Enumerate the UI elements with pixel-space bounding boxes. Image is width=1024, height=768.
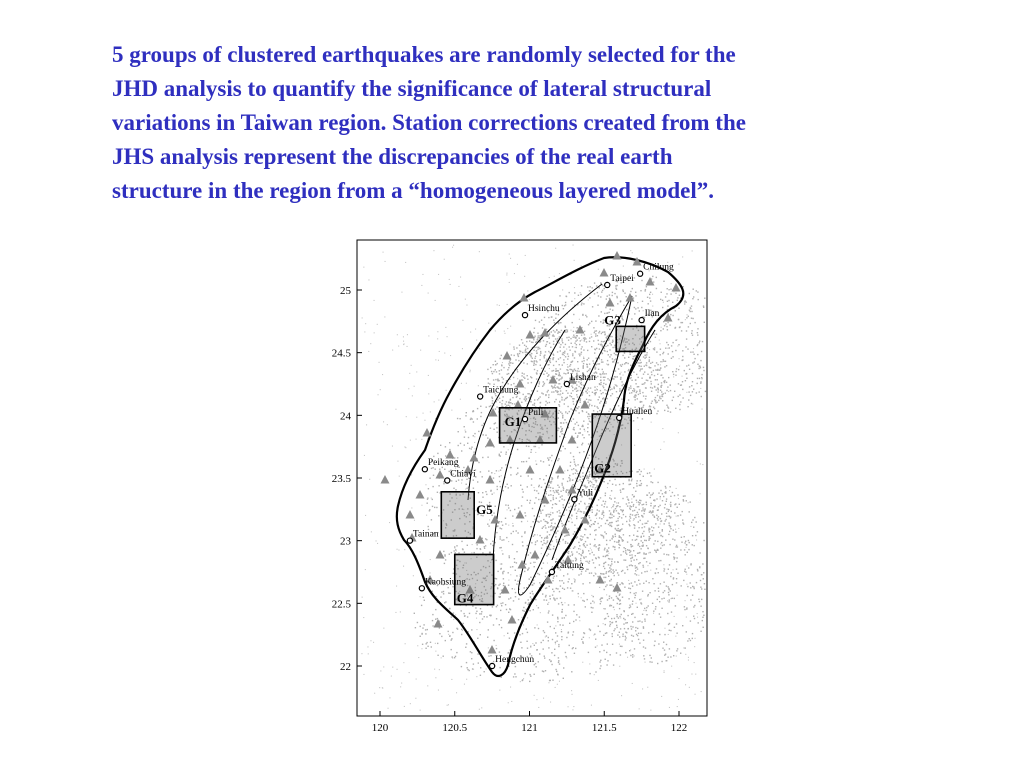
city-marker bbox=[407, 538, 412, 543]
y-tick-label: 25 bbox=[340, 285, 351, 297]
city-label: Taipei bbox=[610, 273, 634, 284]
group-label: G1 bbox=[504, 413, 522, 429]
city-label: Taitung bbox=[554, 561, 584, 571]
group-box bbox=[616, 326, 644, 351]
group-label: G3 bbox=[604, 312, 621, 328]
city-marker bbox=[639, 317, 644, 322]
caption-line: JHD analysis to quantify the significance of lateral structural bbox=[112, 76, 712, 101]
city-marker bbox=[422, 467, 427, 472]
caption-line: structure in the region from a “homogeneous layered model”. bbox=[112, 178, 714, 203]
city-label: Hsinchu bbox=[528, 304, 560, 315]
city-marker bbox=[564, 381, 569, 386]
x-tick-label: 122 bbox=[670, 722, 688, 734]
group-label: G4 bbox=[456, 590, 474, 606]
city-label: Kaohsiung bbox=[424, 577, 467, 588]
y-tick-label: 23.5 bbox=[331, 473, 351, 485]
group-label: G5 bbox=[476, 501, 493, 517]
city-label: Ilan bbox=[644, 309, 660, 320]
group-box bbox=[441, 492, 474, 538]
city-marker bbox=[617, 415, 622, 420]
y-tick-label: 24 bbox=[340, 410, 351, 423]
x-tick-label: 120.5 bbox=[442, 722, 468, 734]
city-marker bbox=[638, 271, 643, 276]
caption-line: variations in Taiwan region. Station corrections created from the bbox=[112, 110, 746, 135]
group-label: G2 bbox=[594, 460, 611, 476]
city-label: Chiayi bbox=[450, 469, 476, 480]
x-tick-label: 120 bbox=[371, 722, 389, 734]
city-marker bbox=[419, 586, 424, 591]
city-marker bbox=[522, 416, 527, 421]
city-label: Tainan bbox=[412, 529, 439, 540]
city-marker bbox=[549, 569, 554, 574]
city-marker bbox=[478, 394, 483, 399]
city-marker bbox=[572, 497, 577, 502]
city-marker bbox=[522, 312, 527, 317]
city-label: Lishan bbox=[569, 373, 596, 383]
city-marker bbox=[490, 663, 495, 668]
city-label: Taichung bbox=[483, 385, 519, 396]
city-marker bbox=[605, 282, 610, 287]
city-marker bbox=[445, 478, 450, 483]
city-label: Puli bbox=[528, 408, 544, 419]
city-label: Chilung bbox=[643, 262, 674, 273]
y-tick-label: 22 bbox=[340, 661, 351, 673]
y-tick-label: 22.5 bbox=[331, 598, 351, 611]
city-label: Yuli bbox=[577, 488, 594, 499]
y-tick-label: 24.5 bbox=[331, 347, 351, 360]
caption-line: JHS analysis represent the discrepancies of the real earth bbox=[112, 144, 673, 169]
caption-line: 5 groups of clustered earthquakes are randomly selected for the bbox=[112, 42, 736, 67]
city-label: Hengchun bbox=[495, 655, 535, 665]
x-tick-label: 121 bbox=[521, 722, 538, 734]
city-label: Peikang bbox=[427, 458, 459, 469]
x-tick-label: 121.5 bbox=[591, 722, 617, 734]
city-label: Hualien bbox=[622, 406, 653, 417]
y-tick-label: 23 bbox=[340, 535, 351, 548]
